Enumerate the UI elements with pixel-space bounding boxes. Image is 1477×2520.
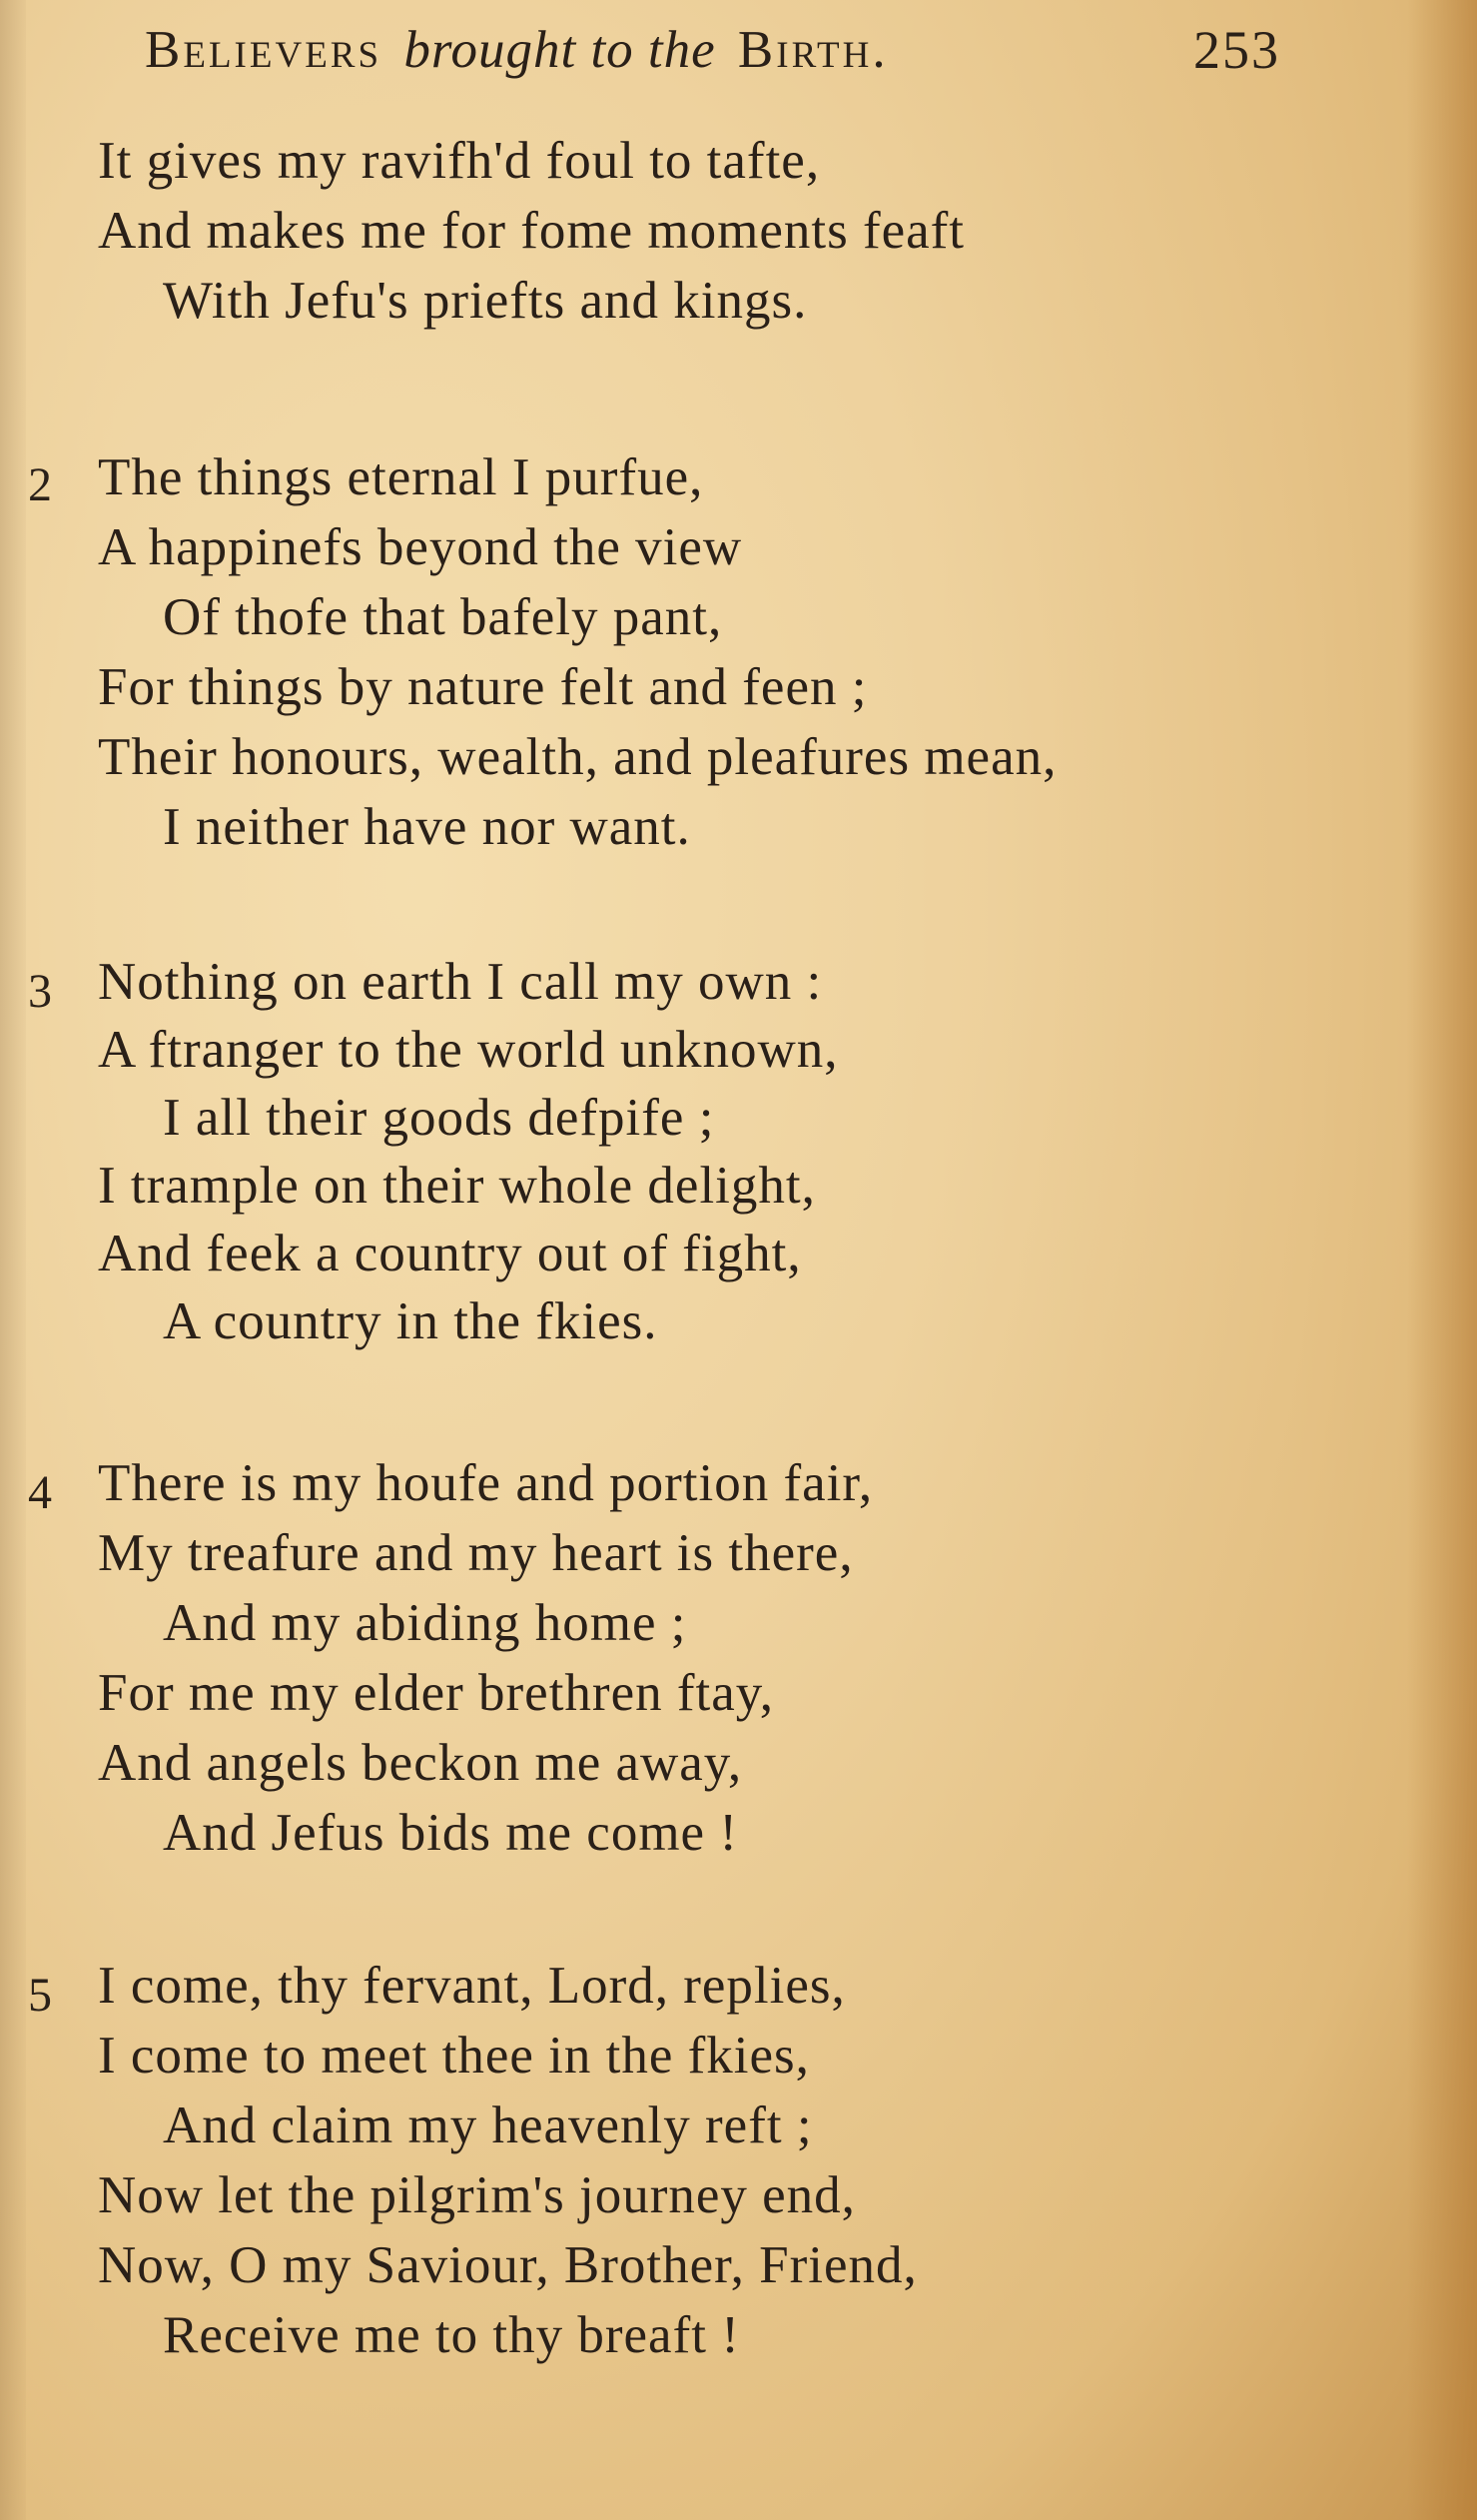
- stanza-number: 4: [28, 1466, 52, 1519]
- verse-line: It gives my ravifh'd foul to tafte,: [98, 132, 821, 190]
- page-number: 253: [1193, 20, 1280, 80]
- verse-line: Now let the pilgrim's journey end,: [98, 2166, 856, 2224]
- stanza-number: 2: [28, 458, 52, 511]
- verse-line: And makes me for fome moments feaft: [98, 202, 966, 260]
- verse-line: And angels beckon me away,: [98, 1734, 743, 1792]
- verse-line: There is my houfe and portion fair,: [98, 1454, 874, 1512]
- verse-line: Nothing on earth I call my own :: [98, 953, 823, 1011]
- verse-line: And claim my heavenly reft ;: [163, 2097, 813, 2154]
- verse-line: A happinefs beyond the view: [98, 518, 743, 576]
- verse-line: I trample on their whole delight,: [98, 1157, 816, 1215]
- verse-line: I come, thy fervant, Lord, replies,: [98, 1957, 846, 2015]
- verse-line: With Jefu's priefts and kings.: [163, 272, 808, 330]
- verse-line: Receive me to thy breaft !: [163, 2306, 740, 2364]
- running-head-title-italic: brought to the: [403, 21, 716, 79]
- verse-line: Their honours, wealth, and pleafures mean,: [98, 728, 1058, 786]
- stanza-number: 5: [28, 1969, 52, 2022]
- running-head-title-end: Birth.: [737, 21, 889, 79]
- verse-line: I come to meet thee in the fkies,: [98, 2027, 810, 2085]
- verse-line: My treafure and my heart is there,: [98, 1524, 854, 1582]
- verse-line: I all their goods defpife ;: [163, 1089, 715, 1147]
- verse-line: A ftranger to the world unknown,: [98, 1021, 839, 1079]
- verse-line: The things eternal I purfue,: [98, 448, 704, 506]
- verse-line: A country in the fkies.: [163, 1292, 658, 1350]
- verse-line: Now, O my Saviour, Brother, Friend,: [98, 2236, 918, 2294]
- verse-line: For things by nature felt and feen ;: [98, 658, 868, 716]
- stanza-number: 3: [28, 965, 52, 1018]
- running-head: [145, 16, 1313, 84]
- verse-line: And feek a country out of fight,: [98, 1225, 802, 1282]
- running-head-title-start: Believers: [145, 21, 382, 79]
- verse-line: I neither have nor want.: [163, 798, 691, 856]
- verse-line: And Jefus bids me come !: [163, 1804, 738, 1862]
- verse-line: For me my elder brethren ftay,: [98, 1664, 775, 1722]
- verse-line: And my abiding home ;: [163, 1594, 687, 1652]
- verse-line: Of thofe that bafely pant,: [163, 588, 723, 646]
